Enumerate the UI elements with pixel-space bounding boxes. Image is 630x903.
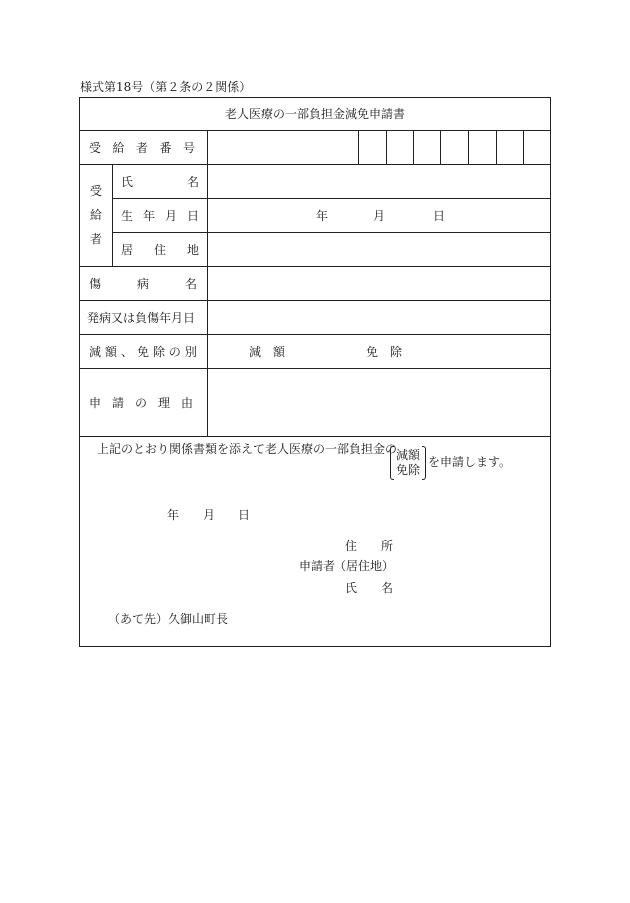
rule-recipient-group <box>112 164 113 266</box>
digit-box-divider <box>496 130 497 164</box>
reduction-exemption-bracket <box>390 446 426 480</box>
rule-title <box>79 130 551 131</box>
digit-box-divider <box>468 130 469 164</box>
right-bracket <box>422 446 426 480</box>
application-year-unit: 年 <box>167 508 180 522</box>
birthdate-day-unit: 日 <box>433 209 446 223</box>
option-exemption: 免 除 <box>366 345 403 359</box>
rule-address <box>79 266 551 267</box>
birthdate-year-unit: 年 <box>316 209 329 223</box>
label-type: 減 額 、 免 除 の 別 <box>89 345 197 359</box>
rule-name <box>112 198 551 199</box>
form-title: 老人医療の一部負担金減免申請書 <box>224 107 405 121</box>
rule-illness <box>79 300 551 301</box>
label-illness: 傷 病 名 <box>89 277 197 291</box>
birthdate-month-unit: 月 <box>373 209 386 223</box>
label-reason: 申 請 の 理 由 <box>89 396 193 410</box>
digit-box-divider <box>358 130 359 164</box>
digit-box-divider <box>386 130 387 164</box>
label-recipient-group: 受 給 者 <box>89 184 102 246</box>
label-onset-date: 発病又は負傷年月日 <box>87 311 196 325</box>
rule-reason <box>79 436 551 437</box>
rule-label-column <box>207 130 208 436</box>
label-birthdate: 生 年 月 日 <box>121 209 199 223</box>
declaration-text: 上記のとおり関係書類を添えて老人医療の一部負担金の <box>97 442 398 456</box>
application-month-unit: 月 <box>203 508 216 522</box>
bracket-option-exemption: 免除 <box>396 463 421 477</box>
applicant-address-label: 住 所 <box>345 539 393 553</box>
label-name: 氏 名 <box>121 175 199 189</box>
digit-box-divider <box>440 130 441 164</box>
rule-onset <box>79 334 551 335</box>
digit-box-divider <box>413 130 414 164</box>
left-bracket <box>390 446 394 480</box>
bracket-option-reduction: 減額 <box>396 448 421 462</box>
rule-birthdate <box>112 232 551 233</box>
applicant-name-label: 氏 名 <box>345 581 393 595</box>
rule-recipient-number <box>79 164 551 165</box>
declaration-text-end: を申請します。 <box>428 455 512 469</box>
application-day-unit: 日 <box>238 508 251 522</box>
rule-type <box>79 368 551 369</box>
label-address: 居 住 地 <box>121 243 199 257</box>
digit-box-divider <box>523 130 524 164</box>
applicant-residence-label: （居住地） <box>334 559 395 573</box>
applicant-label: 申請者 <box>299 559 336 573</box>
addressee: （あて先）久御山町長 <box>108 612 229 626</box>
form-number: 様式第18号（第２条の２関係） <box>80 80 252 94</box>
option-reduction: 減 額 <box>249 345 286 359</box>
label-recipient-number: 受 給 者 番 号 <box>89 141 195 155</box>
